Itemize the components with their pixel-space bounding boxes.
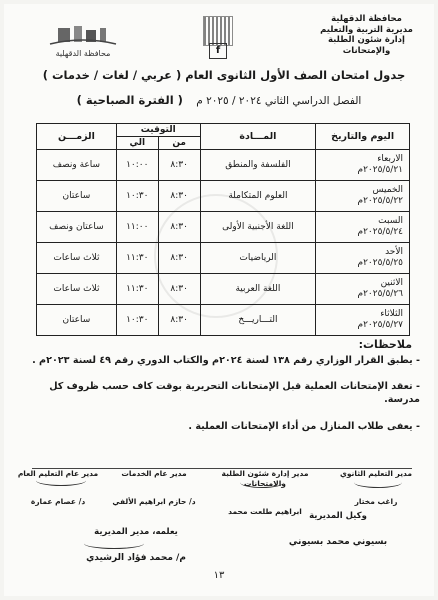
time-from: ٨:٣٠	[170, 315, 188, 325]
cell-subject	[200, 212, 316, 243]
handwritten-signature	[354, 477, 402, 488]
qr-code	[203, 16, 233, 46]
subject-name: الرياضيات	[239, 253, 277, 263]
exam-table-title: جدول امتحان الصف الأول الثانوى العام ( عربي / لغات / خدمات )	[42, 68, 406, 82]
exam-duration: ساعتان	[62, 191, 91, 201]
note-item: - تعقد الإمتحانات العملية قبل الإمتحانات التحريرية بوقت كاف حسب ظروف كل مدرسة.	[49, 381, 420, 405]
subject-name: اللغة الأجنبية الأولى	[222, 222, 294, 232]
time-from: ٨:٣٠	[170, 160, 188, 170]
table-header-row	[37, 124, 410, 137]
signature-name: د/ حازم ابراهيم الألفي	[112, 497, 196, 506]
table-row	[37, 305, 410, 336]
cell-to	[116, 274, 158, 305]
time-to: ١١:٣٠	[126, 284, 149, 294]
exam-date: ٢٠٢٥/٥/٢٥م	[357, 258, 403, 268]
authority-header	[309, 14, 424, 56]
cell-from	[158, 243, 200, 274]
cell-from	[158, 212, 200, 243]
exam-duration: ساعة ونصف	[52, 160, 101, 170]
handwritten-signature	[36, 475, 86, 486]
signature-block	[328, 469, 424, 507]
cell-from	[158, 305, 200, 336]
exam-duration: ثلاث ساعات	[53, 253, 100, 263]
table-row	[37, 212, 410, 243]
deputy-name: بسيوني محمد بسيوني	[288, 537, 388, 547]
header-timing: التوقيت	[116, 124, 200, 137]
cell-subject	[200, 274, 316, 305]
cell-day-date	[316, 305, 410, 336]
signature-title: مدير إدارة شئون الطلبة والامتحانات	[221, 469, 309, 488]
day-name: الثلاثاء	[380, 309, 403, 319]
day-name: الاثنين	[380, 278, 403, 288]
cell-to	[116, 243, 158, 274]
header-duration: الزمـــن	[37, 124, 117, 150]
document-page	[4, 4, 434, 596]
director-name: م/ محمد فؤاد الرشيدي	[86, 553, 186, 563]
authority-line: إدارة شئون الطلبة والإمتحانات	[328, 35, 405, 56]
cell-day-date	[316, 212, 410, 243]
signature-name: د/ عصام عمارة	[30, 497, 86, 506]
table-row	[37, 243, 410, 274]
header-day-date: اليوم والتاريخ	[316, 124, 410, 150]
semester-text: الفصل الدراسي الثاني ٢٠٢٤ / ٢٠٢٥ م	[196, 95, 362, 107]
exam-schedule-table	[36, 123, 410, 336]
table-row	[37, 181, 410, 212]
signature-title: مدير عام الخدمات	[121, 469, 187, 478]
handwritten-signature	[84, 538, 144, 549]
facebook-icon: f	[209, 43, 227, 59]
cell-from	[158, 274, 200, 305]
exam-duration: ثلاث ساعات	[53, 284, 100, 294]
handwritten-signature	[240, 477, 284, 488]
table-row	[37, 274, 410, 305]
cell-to	[116, 212, 158, 243]
governorate-logo	[40, 22, 126, 62]
director-title: يعلمه، مدير المديرية	[94, 527, 178, 537]
deputy-approval	[278, 510, 398, 548]
header-to: الي	[116, 137, 158, 150]
deputy-title: وكيل المديرية	[309, 511, 367, 521]
cell-duration	[37, 274, 117, 305]
notes-heading: ملاحظات:	[358, 338, 412, 351]
time-from: ٨:٣٠	[170, 284, 188, 294]
time-from: ٨:٣٠	[170, 191, 188, 201]
exam-date: ٢٠٢٥/٥/٢٤م	[357, 227, 403, 237]
exam-date: ٢٠٢٥/٥/٢٢م	[357, 196, 403, 206]
cell-subject	[200, 243, 316, 274]
day-name: الخميس	[372, 185, 403, 195]
page-number: ١٣	[213, 570, 225, 581]
cell-from	[158, 150, 200, 181]
cell-subject	[200, 181, 316, 212]
note-item: - يعفى طلاب المنازل من أداء الإمتحانات العملية .	[188, 421, 420, 432]
cell-day-date	[316, 243, 410, 274]
cell-duration	[37, 181, 117, 212]
period-text: ( الفترة الصباحية )	[76, 93, 183, 107]
cell-to	[116, 305, 158, 336]
signature-name: ابراهيم طلعت محمد	[228, 507, 302, 516]
exam-date: ٢٠٢٥/٥/٢٦م	[357, 289, 403, 299]
day-name: الاربعاء	[377, 154, 403, 164]
time-to: ١٠:٠٠	[126, 160, 149, 170]
signature-block	[106, 469, 202, 507]
subject-name: اللغة العربية	[235, 284, 281, 294]
authority-line: مديرية التربية والتعليم	[320, 24, 413, 35]
time-to: ١٠:٣٠	[126, 191, 149, 201]
time-to: ١١:٣٠	[126, 253, 149, 263]
header-subject: المـــادة	[200, 124, 316, 150]
cell-day-date	[316, 274, 410, 305]
time-from: ٨:٣٠	[170, 222, 188, 232]
cell-duration	[37, 150, 117, 181]
subject-name: العلوم المتكاملة	[228, 191, 288, 201]
semester-line	[4, 93, 434, 107]
cell-duration	[37, 212, 117, 243]
day-name: الأحد	[385, 247, 403, 257]
cell-from	[158, 181, 200, 212]
cell-duration	[37, 305, 117, 336]
table-row	[37, 150, 410, 181]
cell-subject	[200, 150, 316, 181]
subject-name: التـــاريـــخ	[238, 315, 278, 325]
authority-line: محافظة الدقهلية	[331, 14, 402, 24]
exam-duration: ساعتان ونصف	[49, 222, 104, 232]
note-item: - يطبق القرار الوزاري رقم ١٣٨ لسنة ٢٠٢٤م والكتاب الدوري رقم ٤٩ لسنة ٢٠٢٣م .	[32, 355, 420, 366]
signature-title: مدير التعليم الثانوي	[339, 469, 413, 478]
signature-title: مدير عام التعليم العام	[17, 469, 99, 478]
exam-date: ٢٠٢٥/٥/٢٧م	[357, 320, 403, 330]
svg-text:محافظة الدقهلية: محافظة الدقهلية	[55, 49, 111, 58]
signature-name: راغب مختار	[354, 497, 398, 506]
time-to: ١١:٠٠	[126, 222, 149, 232]
cell-subject	[200, 305, 316, 336]
day-name: السبت	[378, 216, 403, 226]
cell-duration	[37, 243, 117, 274]
subject-name: الفلسفة والمنطق	[225, 160, 291, 170]
cell-to	[116, 150, 158, 181]
exam-date: ٢٠٢٥/٥/٢١م	[357, 165, 403, 175]
time-to: ١٠:٣٠	[126, 315, 149, 325]
exam-duration: ساعتان	[62, 315, 91, 325]
cell-day-date	[316, 150, 410, 181]
header-from: من	[158, 137, 200, 150]
cell-day-date	[316, 181, 410, 212]
cell-to	[116, 181, 158, 212]
time-from: ٨:٣٠	[170, 253, 188, 263]
